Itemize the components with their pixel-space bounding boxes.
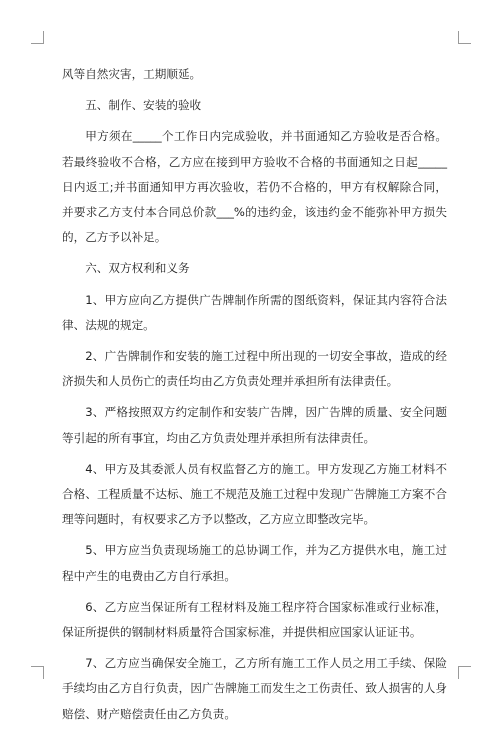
section-heading-rights-obligations: 六、双方权利和义务	[85, 261, 190, 276]
crop-mark-bottom-right	[458, 666, 471, 679]
section-heading-acceptance: 五、制作、安装的验收	[85, 98, 202, 113]
paragraph-acceptance-terms: 甲方须在_____个工作日内完成验收，并书面通知乙方验收是否合格。若最终验收不合格，乙方应在接到甲方验收不合格的书面通知之日起_____日内返工;并书面通知甲方再次验收，若仍不合格的，甲方有权解除合同，并要求乙方支付本合同总价款___%的违约金，该违约金不能弥补甲方损失的，乙方予以补足。	[62, 129, 447, 245]
clause-5: 5、甲方应当负责现场施工的总协调工作，并为乙方提供水电，施工过程中产生的电费由乙方自行承担。	[62, 543, 447, 583]
clause-6: 6、乙方应当保证所有工程材料及施工程序符合国家标准或行业标准，保证所提供的钢制材料质量符合国家标准，并提供相应国家认证证书。	[62, 599, 447, 640]
paragraph-continuation: 风等自然灾害，工期顺延。	[62, 67, 202, 81]
document-body	[62, 62, 447, 733]
clause-2: 2、广告牌制作和安装的施工过程中所出现的一切安全事故，造成的经济损失和人员伤亡的责任均由乙方负责处理并承担所有法律责任。	[62, 349, 447, 389]
clause-7: 7、乙方应当确保安全施工，乙方所有施工工作人员之用工手续、保险手续均由乙方自行负责，因广告牌施工而发生之工伤责任、致人损害的人身赔偿、财产赔偿责任由乙方负责。	[62, 656, 447, 721]
crop-mark-top-right	[458, 31, 471, 44]
crop-mark-bottom-left	[31, 666, 44, 679]
clause-4: 4、甲方及其委派人员有权监督乙方的施工。甲方发现乙方施工材料不合格、工程质量不达标、施工不规范及施工过程中发现广告牌施工方案不合理等问题时，有权要求乙方予以整改，乙方应立即整改完毕。	[62, 461, 447, 527]
clause-3: 3、严格按照双方约定制作和安装广告牌，因广告牌的质量、安全问题等引起的所有事宜，均由乙方负责处理并承担所有法律责任。	[62, 405, 447, 445]
clause-1: 1、甲方应向乙方提供广告牌制作所需的图纸资料，保证其内容符合法律、法规的规定。	[62, 292, 447, 332]
crop-mark-top-left	[31, 31, 44, 44]
